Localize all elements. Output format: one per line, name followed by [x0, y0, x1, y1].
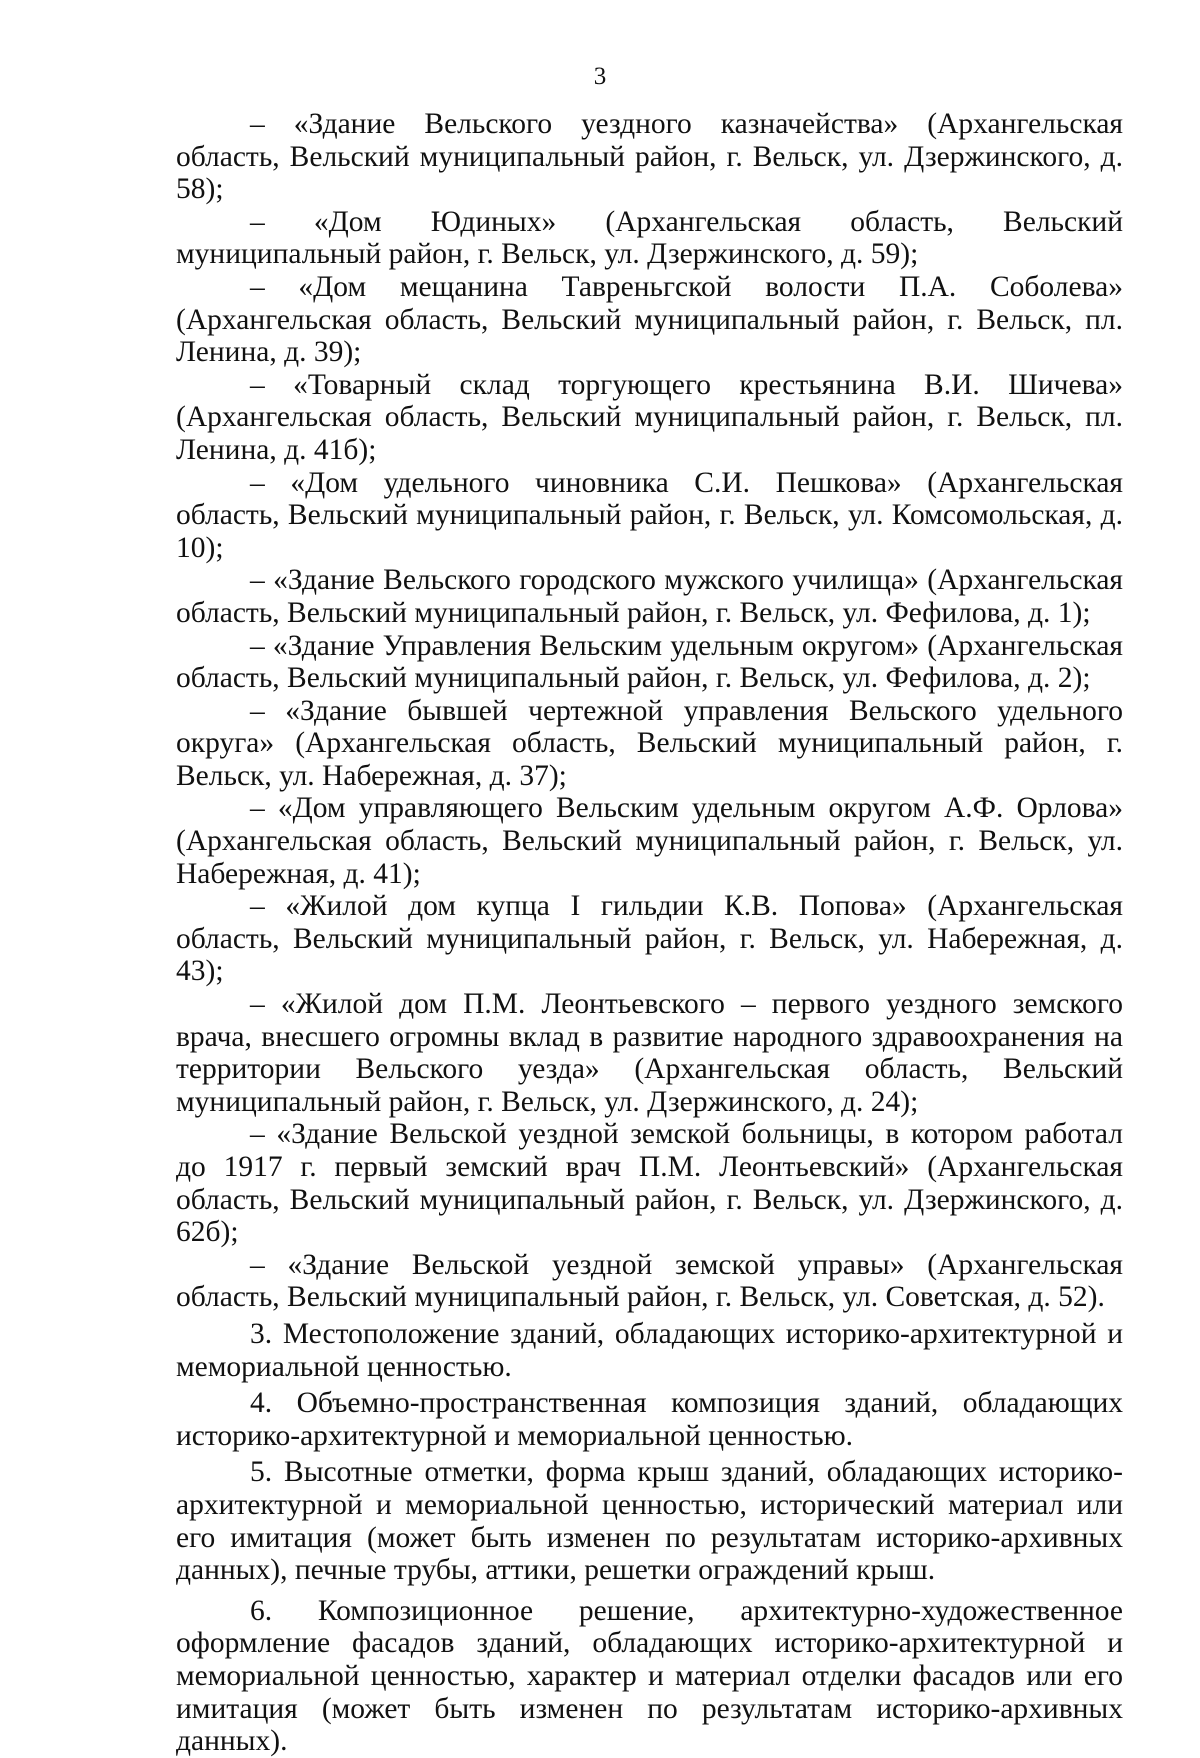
numbered-point: 5. Высотные отметки, форма крыш зданий, обладающих историко-архитектурной и мемориальной ценностью, исторический материал или его имитация (может быть изменен по результатам историко-архивных данных), печные трубы, аттики, решетки ограждений крыш. [176, 1456, 1123, 1587]
list-item: – «Здание Вельского уездного казначейства» (Архангельская область, Вельский муниципальный район, г. Вельск, ул. Дзержинского, д. 58); [176, 108, 1123, 206]
numbered-point: 6. Композиционное решение, архитектурно-художественное оформление фасадов зданий, обладающих историко-архитектурной и мемориальной ценностью, характер и материал отделки фасадов или его имитация (может быть изменен по результатам историко-архивных данных). [176, 1594, 1123, 1758]
document-body [176, 108, 1123, 1758]
list-item: – «Товарный склад торгующего крестьянина В.И. Шичева» (Архангельская область, Вельский муниципальный район, г. Вельск, пл. Ленина, д. 41б); [176, 368, 1123, 466]
list-item: – «Дом управляющего Вельским удельным округом А.Ф. Орлова» (Архангельская область, Вельский муниципальный район, г. Вельск, ул. Набережная, д. 41); [176, 792, 1123, 890]
list-item: – «Здание бывшей чертежной управления Вельского удельного округа» (Архангельская область, Вельский муниципальный район, г. Вельск, ул. Набережная, д. 37); [176, 694, 1123, 792]
list-item: – «Жилой дом П.М. Леонтьевского – первого уездного земского врача, внесшего огромны вклад в развитие народного здравоохранения на территории Вельского уезда» (Архангельская область, Вельский муниципальный район, г. Вельск, ул. Дзержинского, д. 24); [176, 988, 1123, 1118]
list-item: – «Здание Вельского городского мужского училища» (Архангельская область, Вельский муниципальный район, г. Вельск, ул. Фефилова, д. 1); [176, 564, 1123, 629]
list-item: – «Здание Вельской уездной земской управы» (Архангельская область, Вельский муниципальный район, г. Вельск, ул. Советская, д. 52). [176, 1248, 1123, 1314]
list-item: – «Здание Управления Вельским удельным округом» (Архангельская область, Вельский муниципальный район, г. Вельск, ул. Фефилова, д. 2); [176, 629, 1123, 695]
list-item: – «Дом мещанина Тавреньгской волости П.А. Соболева» (Архангельская область, Вельский муниципальный район, г. Вельск, пл. Ленина, д. 39); [176, 270, 1123, 369]
list-item: – «Дом удельного чиновника С.И. Пешкова» (Архангельская область, Вельский муниципальный район, г. Вельск, ул. Комсомольская, д. 10); [176, 466, 1123, 564]
list-item: – «Здание Вельской уездной земской больницы, в котором работал до 1917 г. первый земский врач П.М. Леонтьевский» (Архангельская область, Вельский муниципальный район, г. Вельск, ул. Дзержинского, д. 62б); [176, 1118, 1123, 1249]
page-number: 3 [593, 63, 607, 90]
list-item: – «Жилой дом купца I гильдии К.В. Попова» (Архангельская область, Вельский муниципальный район, г. Вельск, ул. Набережная, д. 43); [176, 890, 1123, 988]
numbered-point: 4. Объемно-пространственная композиция зданий, обладающих историко-архитектурной и мемориальной ценностью. [176, 1387, 1123, 1452]
list-item: – «Дом Юдиных» (Архангельская область, Вельский муниципальный район, г. Вельск, ул. Дзержинского, д. 59); [176, 205, 1123, 271]
numbered-point: 3. Местоположение зданий, обладающих историко-архитектурной и мемориальной ценностью. [176, 1317, 1123, 1383]
